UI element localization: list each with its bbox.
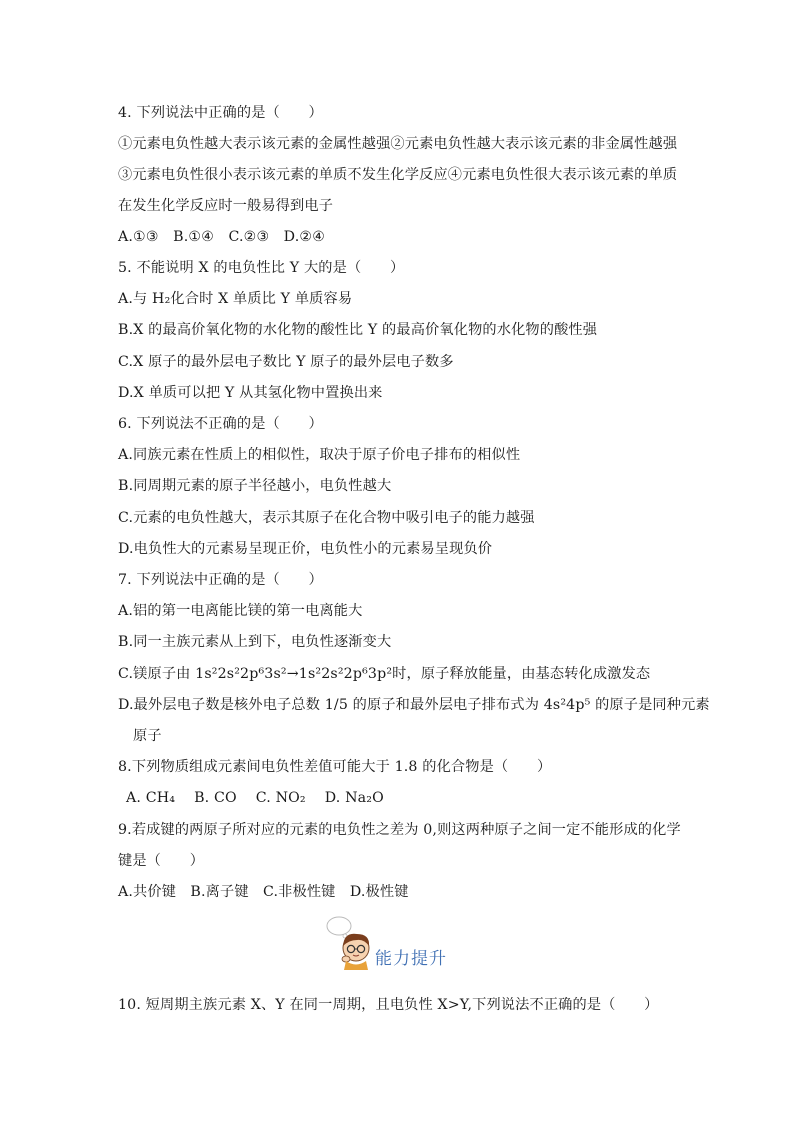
- question-7-option-d-continued: 原子: [133, 728, 162, 744]
- question-4-stem: 4. 下列说法中正确的是（ ）: [118, 105, 323, 121]
- question-6-option-a: A.同族元素在性质上的相似性，取决于原子价电子排布的相似性: [118, 447, 521, 463]
- question-5-option-a: A.与 H₂化合时 X 单质比 Y 单质容易: [118, 291, 353, 307]
- question-4-statement-line: ①元素电负性越大表示该元素的金属性越强②元素电负性越大表示该元素的非金属性越强: [118, 136, 678, 152]
- question-7-stem: 7. 下列说法中正确的是（ ）: [118, 572, 323, 588]
- question-9-options: A.共价键 B.离子键 C.非极性键 D.极性键: [118, 884, 409, 900]
- question-5-stem: 5. 不能说明 X 的电负性比 Y 大的是（ ）: [118, 260, 405, 276]
- question-7-option-b: B.同一主族元素从上到下，电负性逐渐变大: [118, 634, 392, 650]
- question-5-option-d: D.X 单质可以把 Y 从其氢化物中置换出来: [118, 385, 383, 401]
- question-10-stem: 10. 短周期主族元素 X、Y 在同一周期，且电负性 X>Y,下列说法不正确的是（ ）: [118, 997, 659, 1013]
- question-7-option-a: A.铝的第一电离能比镁的第一电离能大: [118, 603, 363, 619]
- question-8-stem: 8.下列物质组成元素间电负性差值可能大于 1.8 的化合物是（ ）: [118, 759, 552, 775]
- question-6-stem: 6. 下列说法不正确的是（ ）: [118, 416, 323, 432]
- question-5-option-b: B.X 的最高价氧化物的水化物的酸性比 Y 的最高价氧化物的水化物的酸性强: [118, 322, 598, 338]
- question-9-stem-continued: 键是（ ）: [118, 853, 205, 869]
- question-7-option-d: D.最外层电子数是核外电子总数 1/5 的原子和最外层电子排布式为 4s²4p⁵ 的原子是同种元素: [118, 697, 710, 713]
- question-9-stem: 9.若成键的两原子所对应的元素的电负性之差为 0,则这两种原子之间一定不能形成的化学: [118, 822, 681, 838]
- question-5-option-c: C.X 原子的最外层电子数比 Y 原子的最外层电子数多: [118, 354, 454, 370]
- question-4-statement-line: ③元素电负性很小表示该元素的单质不发生化学反应④元素电负性很大表示该元素的单质: [118, 167, 678, 183]
- question-6-option-d: D.电负性大的元素易呈现正价，电负性小的元素易呈现负价: [118, 541, 493, 557]
- section-title: 能力提升: [375, 949, 447, 969]
- question-4-statement-line: 在发生化学反应时一般易得到电子: [118, 198, 334, 214]
- question-6-option-b: B.同周期元素的原子半径越小，电负性越大: [118, 478, 392, 494]
- question-8-options: A. CH₄ B. CO C. NO₂ D. Na₂O: [126, 790, 384, 806]
- question-4-options: A.①③ B.①④ C.②③ D.②④: [118, 229, 326, 245]
- question-7-option-c: C.镁原子由 1s²2s²2p⁶3s²→1s²2s²2p⁶3p²时，原子释放能量，由基态转化成激发态: [118, 666, 651, 682]
- question-6-option-c: C.元素的电负性越大，表示其原子在化合物中吸引电子的能力越强: [118, 510, 535, 526]
